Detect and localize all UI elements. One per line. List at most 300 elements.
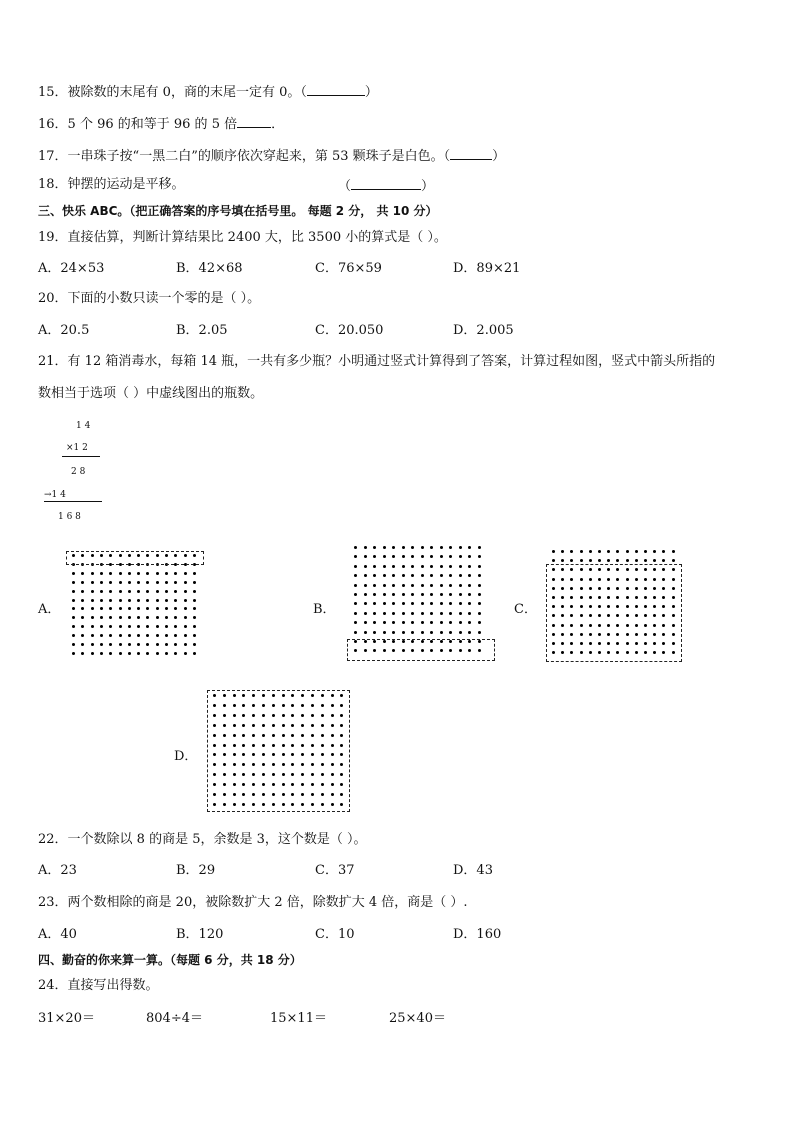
dot bbox=[91, 607, 94, 610]
dot bbox=[100, 616, 103, 619]
dot bbox=[354, 631, 357, 634]
option-a[interactable]: A．40 bbox=[38, 927, 77, 942]
dot bbox=[109, 572, 112, 575]
option-d[interactable]: D．43 bbox=[453, 863, 493, 878]
dot bbox=[468, 574, 471, 577]
dot bbox=[402, 574, 405, 577]
dot bbox=[392, 621, 395, 624]
dot bbox=[449, 584, 452, 587]
dot bbox=[373, 555, 376, 558]
dot bbox=[552, 559, 555, 562]
dot bbox=[440, 584, 443, 587]
dot bbox=[373, 602, 376, 605]
dot bbox=[109, 625, 112, 628]
dot bbox=[402, 631, 405, 634]
dot bbox=[72, 625, 75, 628]
dot bbox=[119, 616, 122, 619]
dot bbox=[165, 643, 168, 646]
paren-open: （ bbox=[338, 179, 352, 194]
dot bbox=[128, 625, 131, 628]
dot bbox=[421, 555, 424, 558]
figure-b-label[interactable]: B． bbox=[313, 602, 336, 617]
dot bbox=[146, 599, 149, 602]
dot bbox=[193, 599, 196, 602]
dot bbox=[109, 581, 112, 584]
answer-blank[interactable] bbox=[237, 114, 271, 128]
question-18 bbox=[38, 176, 185, 194]
calc-row-4: →1 4 bbox=[44, 490, 66, 500]
dot bbox=[364, 631, 367, 634]
dot bbox=[184, 599, 187, 602]
dot bbox=[478, 574, 481, 577]
dot bbox=[364, 565, 367, 568]
dot bbox=[440, 602, 443, 605]
dot bbox=[100, 643, 103, 646]
dot bbox=[616, 550, 619, 553]
dot bbox=[411, 584, 414, 587]
dot bbox=[193, 625, 196, 628]
dot bbox=[468, 612, 471, 615]
dot bbox=[383, 621, 386, 624]
dot bbox=[561, 559, 564, 562]
dot bbox=[174, 599, 177, 602]
dot bbox=[109, 607, 112, 610]
question-16 bbox=[38, 114, 284, 134]
dot bbox=[137, 652, 140, 655]
dot bbox=[430, 546, 433, 549]
dot bbox=[552, 550, 555, 553]
dot bbox=[580, 550, 583, 553]
section-3-heading: 三、快乐 ABC。（把正确答案的序号填在括号里。 每题 2 分， 共 10 分） bbox=[38, 204, 438, 218]
dot bbox=[174, 634, 177, 637]
dot bbox=[193, 590, 196, 593]
dot bbox=[100, 607, 103, 610]
dot bbox=[468, 584, 471, 587]
dot bbox=[156, 581, 159, 584]
dot bbox=[72, 652, 75, 655]
dot bbox=[383, 546, 386, 549]
dot bbox=[354, 555, 357, 558]
dot bbox=[91, 599, 94, 602]
dot bbox=[137, 643, 140, 646]
dot bbox=[100, 652, 103, 655]
dot bbox=[430, 555, 433, 558]
dot bbox=[119, 607, 122, 610]
dot bbox=[137, 572, 140, 575]
dot bbox=[478, 612, 481, 615]
option-c[interactable]: C．20.050 bbox=[315, 323, 384, 338]
dot bbox=[440, 593, 443, 596]
dot bbox=[354, 574, 357, 577]
question-21-line-2: 数相当于选项（ ）中虚线图出的瓶数。 bbox=[38, 386, 264, 401]
dot bbox=[449, 574, 452, 577]
dot bbox=[383, 574, 386, 577]
question-16-end: ． bbox=[271, 117, 285, 132]
dot bbox=[421, 621, 424, 624]
dot bbox=[81, 607, 84, 610]
dot bbox=[119, 599, 122, 602]
dot bbox=[402, 602, 405, 605]
dot bbox=[184, 590, 187, 593]
dot bbox=[146, 652, 149, 655]
dot bbox=[411, 621, 414, 624]
dot bbox=[72, 643, 75, 646]
dot bbox=[128, 599, 131, 602]
dot bbox=[100, 599, 103, 602]
dot bbox=[373, 565, 376, 568]
dot bbox=[72, 616, 75, 619]
dot bbox=[146, 581, 149, 584]
dot bbox=[109, 599, 112, 602]
figure-c-label[interactable]: C． bbox=[514, 602, 537, 617]
dot bbox=[119, 581, 122, 584]
dot bbox=[383, 631, 386, 634]
dot bbox=[430, 621, 433, 624]
calc-row-5: 1 6 8 bbox=[58, 512, 81, 522]
dot bbox=[354, 593, 357, 596]
dot bbox=[193, 643, 196, 646]
dot bbox=[392, 602, 395, 605]
dot bbox=[91, 652, 94, 655]
dot bbox=[81, 625, 84, 628]
question-19: 19．直接估算，判断计算结果比 2400 大，比 3500 小的算式是（ ）。 bbox=[38, 230, 447, 245]
dot bbox=[580, 559, 583, 562]
calc-item: 31×20＝ bbox=[38, 1011, 95, 1026]
answer-blank[interactable] bbox=[450, 146, 492, 160]
dot bbox=[81, 572, 84, 575]
dot bbox=[146, 607, 149, 610]
dot bbox=[440, 621, 443, 624]
dot bbox=[468, 593, 471, 596]
calc-row-2: ×1 2 bbox=[66, 443, 88, 453]
dot bbox=[430, 593, 433, 596]
dot bbox=[449, 555, 452, 558]
dot bbox=[174, 607, 177, 610]
dot bbox=[72, 590, 75, 593]
dot bbox=[430, 574, 433, 577]
paren-close: ） bbox=[421, 179, 435, 194]
dot bbox=[354, 602, 357, 605]
dot bbox=[91, 572, 94, 575]
dot bbox=[156, 643, 159, 646]
option-a[interactable]: A．20.5 bbox=[38, 323, 90, 338]
dot bbox=[430, 631, 433, 634]
dot bbox=[411, 555, 414, 558]
dot bbox=[174, 652, 177, 655]
dot bbox=[672, 559, 675, 562]
dot bbox=[373, 621, 376, 624]
dot bbox=[109, 643, 112, 646]
dot bbox=[392, 574, 395, 577]
dot bbox=[449, 621, 452, 624]
dot bbox=[174, 625, 177, 628]
dot bbox=[193, 652, 196, 655]
dot bbox=[402, 555, 405, 558]
dot bbox=[421, 602, 424, 605]
question-15-text: 15．被除数的末尾有 0，商的末尾一定有 0。（ bbox=[38, 85, 307, 100]
dot bbox=[478, 621, 481, 624]
question-17 bbox=[38, 146, 505, 166]
dot bbox=[184, 581, 187, 584]
dot bbox=[119, 643, 122, 646]
dot bbox=[478, 631, 481, 634]
dot bbox=[119, 634, 122, 637]
figure-a-dashed-box bbox=[66, 551, 204, 565]
dot bbox=[383, 612, 386, 615]
dot bbox=[72, 634, 75, 637]
dot bbox=[421, 565, 424, 568]
dot bbox=[459, 621, 462, 624]
dot bbox=[91, 616, 94, 619]
option-d[interactable]: D．160 bbox=[453, 927, 502, 942]
dot bbox=[478, 602, 481, 605]
dot bbox=[146, 616, 149, 619]
dot bbox=[72, 581, 75, 584]
dot bbox=[146, 634, 149, 637]
dot bbox=[100, 572, 103, 575]
dot bbox=[402, 612, 405, 615]
dot bbox=[91, 634, 94, 637]
dot bbox=[589, 559, 592, 562]
dot bbox=[644, 550, 647, 553]
dot bbox=[156, 625, 159, 628]
dot bbox=[91, 581, 94, 584]
dot bbox=[478, 555, 481, 558]
option-d[interactable]: D．2.005 bbox=[453, 323, 514, 338]
dot bbox=[440, 574, 443, 577]
dot bbox=[100, 634, 103, 637]
dot bbox=[81, 652, 84, 655]
dot bbox=[128, 572, 131, 575]
dot bbox=[81, 616, 84, 619]
option-d[interactable]: D．89×21 bbox=[453, 261, 521, 276]
question-18-text: 18．钟摆的运动是平移。 bbox=[38, 177, 185, 192]
dot bbox=[354, 612, 357, 615]
dot bbox=[468, 602, 471, 605]
question-20: 20．下面的小数只读一个零的是（ ）。 bbox=[38, 291, 261, 306]
dot bbox=[119, 590, 122, 593]
dot bbox=[653, 550, 656, 553]
figure-c-dashed-box bbox=[546, 564, 682, 662]
dot bbox=[165, 572, 168, 575]
dot bbox=[392, 584, 395, 587]
dot bbox=[364, 612, 367, 615]
dot bbox=[184, 572, 187, 575]
dot bbox=[81, 643, 84, 646]
dot bbox=[459, 565, 462, 568]
dot bbox=[402, 584, 405, 587]
dot bbox=[165, 590, 168, 593]
dot bbox=[184, 643, 187, 646]
dot bbox=[109, 634, 112, 637]
dot bbox=[193, 607, 196, 610]
dot bbox=[137, 607, 140, 610]
dot bbox=[137, 581, 140, 584]
dot bbox=[459, 612, 462, 615]
dot bbox=[430, 602, 433, 605]
dot bbox=[459, 602, 462, 605]
option-c[interactable]: C．76×59 bbox=[315, 261, 382, 276]
dot bbox=[468, 631, 471, 634]
dot bbox=[91, 590, 94, 593]
dot bbox=[440, 565, 443, 568]
dot bbox=[626, 550, 629, 553]
option-b[interactable]: B．29 bbox=[176, 863, 216, 878]
question-15 bbox=[38, 82, 378, 102]
dot bbox=[383, 602, 386, 605]
dot bbox=[354, 621, 357, 624]
dot bbox=[109, 652, 112, 655]
calc-item: 804÷4＝ bbox=[146, 1011, 203, 1026]
dot bbox=[411, 565, 414, 568]
answer-blank[interactable] bbox=[307, 82, 365, 96]
dot bbox=[478, 584, 481, 587]
dot bbox=[72, 599, 75, 602]
dot bbox=[91, 625, 94, 628]
figure-a-label[interactable]: A． bbox=[38, 602, 61, 617]
calc-row-1: 1 4 bbox=[76, 421, 91, 431]
dot bbox=[392, 565, 395, 568]
dot bbox=[440, 555, 443, 558]
dot bbox=[635, 559, 638, 562]
dot bbox=[570, 550, 573, 553]
figure-d-dashed-box bbox=[207, 690, 350, 812]
dot bbox=[364, 584, 367, 587]
dot bbox=[128, 607, 131, 610]
dot bbox=[449, 612, 452, 615]
dot bbox=[653, 559, 656, 562]
dot bbox=[421, 546, 424, 549]
dot bbox=[72, 607, 75, 610]
dot bbox=[392, 612, 395, 615]
dot bbox=[165, 599, 168, 602]
dot bbox=[184, 625, 187, 628]
dot bbox=[165, 652, 168, 655]
dot bbox=[174, 572, 177, 575]
dot bbox=[137, 616, 140, 619]
dot bbox=[137, 634, 140, 637]
dot bbox=[430, 612, 433, 615]
dot bbox=[364, 555, 367, 558]
option-b[interactable]: B．42×68 bbox=[176, 261, 243, 276]
dot bbox=[100, 590, 103, 593]
dot bbox=[373, 574, 376, 577]
dot bbox=[392, 631, 395, 634]
dot bbox=[174, 643, 177, 646]
dot bbox=[364, 546, 367, 549]
dot bbox=[449, 593, 452, 596]
dot bbox=[421, 574, 424, 577]
dot bbox=[589, 550, 592, 553]
dot bbox=[440, 612, 443, 615]
dot bbox=[383, 584, 386, 587]
dot bbox=[383, 593, 386, 596]
dot bbox=[165, 634, 168, 637]
question-17-text: 17．一串珠子按“一黑二白”的顺序依次穿起来，第 53 颗珠子是白色。（ bbox=[38, 149, 451, 164]
dot bbox=[449, 565, 452, 568]
dot bbox=[430, 565, 433, 568]
dot bbox=[402, 546, 405, 549]
dot bbox=[165, 607, 168, 610]
dot bbox=[402, 593, 405, 596]
dot bbox=[411, 602, 414, 605]
calc-divider bbox=[44, 501, 102, 502]
dot bbox=[478, 565, 481, 568]
dot bbox=[468, 621, 471, 624]
dot bbox=[449, 602, 452, 605]
option-b[interactable]: B．2.05 bbox=[176, 323, 228, 338]
question-24: 24．直接写出得数。 bbox=[38, 978, 159, 993]
dot bbox=[184, 607, 187, 610]
dot bbox=[607, 550, 610, 553]
dot bbox=[662, 559, 665, 562]
dot bbox=[193, 581, 196, 584]
dot bbox=[392, 546, 395, 549]
dot bbox=[119, 572, 122, 575]
calc-row-3: 2 8 bbox=[71, 467, 86, 477]
dot bbox=[156, 572, 159, 575]
dot bbox=[100, 581, 103, 584]
dot bbox=[468, 555, 471, 558]
option-a[interactable]: A．23 bbox=[38, 863, 77, 878]
dot bbox=[354, 565, 357, 568]
dot bbox=[478, 593, 481, 596]
dot bbox=[354, 584, 357, 587]
dot bbox=[156, 590, 159, 593]
dot bbox=[402, 565, 405, 568]
option-c[interactable]: C．10 bbox=[315, 927, 355, 942]
dot bbox=[119, 652, 122, 655]
dot bbox=[411, 631, 414, 634]
dot bbox=[137, 625, 140, 628]
dot bbox=[156, 616, 159, 619]
dot bbox=[411, 546, 414, 549]
dot bbox=[156, 607, 159, 610]
dot bbox=[373, 584, 376, 587]
dot bbox=[459, 555, 462, 558]
dot bbox=[100, 625, 103, 628]
dot bbox=[402, 621, 405, 624]
option-b[interactable]: B．120 bbox=[176, 927, 224, 942]
dot bbox=[598, 550, 601, 553]
dot bbox=[459, 631, 462, 634]
dot bbox=[165, 616, 168, 619]
dot bbox=[119, 625, 122, 628]
option-a[interactable]: A．24×53 bbox=[38, 261, 105, 276]
dot bbox=[146, 625, 149, 628]
dot bbox=[184, 616, 187, 619]
dot bbox=[193, 616, 196, 619]
dot bbox=[109, 590, 112, 593]
figure-d-label[interactable]: D． bbox=[174, 749, 198, 764]
dot bbox=[440, 631, 443, 634]
dot bbox=[81, 634, 84, 637]
dot bbox=[174, 581, 177, 584]
option-c[interactable]: C．37 bbox=[315, 863, 355, 878]
dot bbox=[128, 590, 131, 593]
paren-close: ） bbox=[364, 85, 378, 100]
dot bbox=[91, 643, 94, 646]
answer-blank[interactable] bbox=[351, 176, 421, 190]
dot bbox=[570, 559, 573, 562]
dot bbox=[137, 599, 140, 602]
dot bbox=[616, 559, 619, 562]
dot bbox=[561, 550, 564, 553]
dot bbox=[421, 593, 424, 596]
dot bbox=[146, 572, 149, 575]
dot bbox=[440, 546, 443, 549]
dot bbox=[373, 631, 376, 634]
